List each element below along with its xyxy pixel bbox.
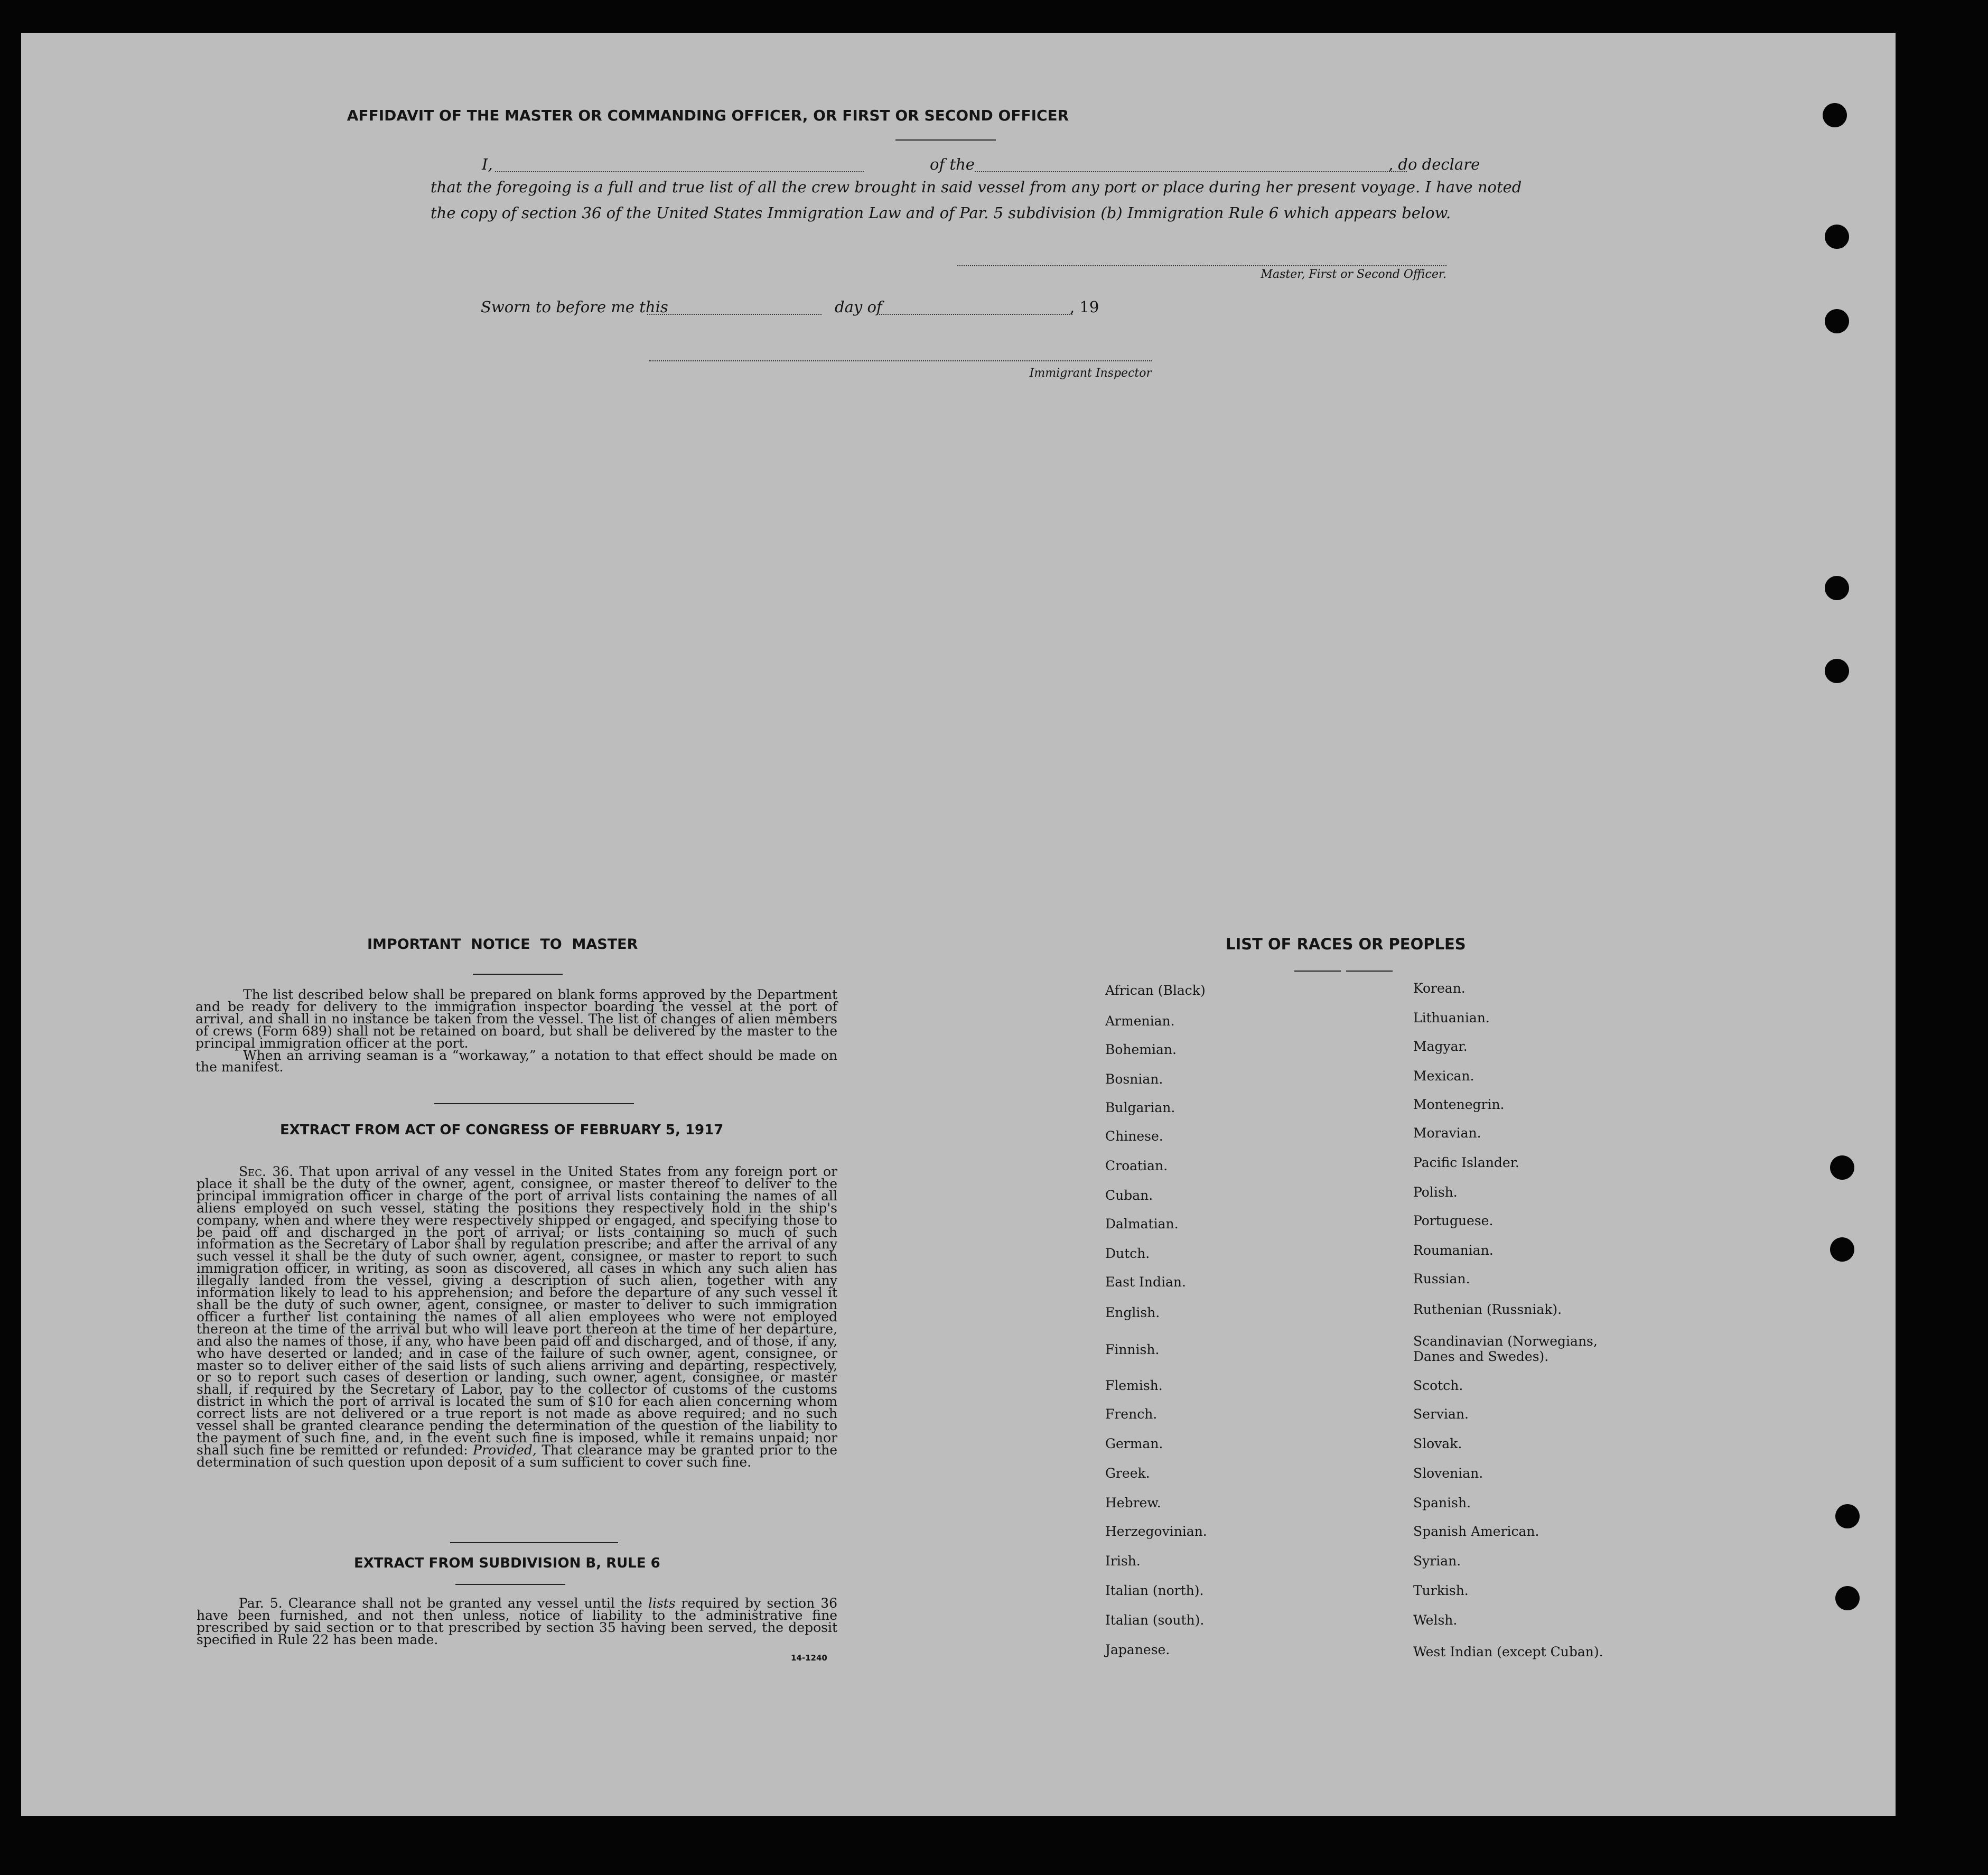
race-item: Moravian. xyxy=(1413,1125,1481,1141)
extract-act-text xyxy=(197,1166,837,1469)
notice-rule xyxy=(473,974,563,975)
race-item: Mexican. xyxy=(1413,1068,1474,1084)
race-item: Korean. xyxy=(1413,981,1466,996)
race-item: Welsh. xyxy=(1413,1612,1458,1628)
race-item: Lithuanian. xyxy=(1413,1010,1490,1025)
race-item: Chinese. xyxy=(1105,1128,1163,1144)
master-signature-label: Master, First or Second Officer. xyxy=(1261,268,1446,281)
affidavit-title: AFFIDAVIT OF THE MASTER OR COMMANDING OFFICER, OR FIRST OR SECOND OFFICER xyxy=(347,107,1069,124)
sworn-day-field[interactable] xyxy=(647,314,822,315)
binder-hole xyxy=(1825,576,1849,600)
binder-hole xyxy=(1825,309,1849,333)
race-item: Spanish. xyxy=(1413,1495,1471,1510)
race-item: Turkish. xyxy=(1413,1583,1469,1598)
race-item: Portuguese. xyxy=(1413,1213,1494,1228)
form-page xyxy=(21,33,1896,1816)
race-item: Irish. xyxy=(1105,1553,1141,1569)
sworn-start: Sworn to before me this xyxy=(481,298,668,316)
provided-word: Provided, xyxy=(473,1442,537,1458)
affidavit-line1-end: , do declare xyxy=(1388,155,1480,173)
binder-hole xyxy=(1830,1237,1854,1262)
race-item: Magyar. xyxy=(1413,1039,1468,1054)
race-item: Slovenian. xyxy=(1413,1466,1483,1481)
race-item: Ruthenian (Russniak). xyxy=(1413,1302,1562,1317)
race-item: Dutch. xyxy=(1105,1246,1150,1261)
affidavit-line2: that the foregoing is a full and true list of all the crew brought in said vessel from any port or place during her present voyage. I have noted xyxy=(431,178,1522,196)
master-name-field[interactable] xyxy=(495,171,864,172)
race-item: Spanish American. xyxy=(1413,1524,1539,1539)
divider xyxy=(434,1103,634,1104)
race-item: Slovak. xyxy=(1413,1436,1462,1451)
affidavit-line1-mid: of the xyxy=(930,155,975,173)
sworn-day-of: day of xyxy=(835,298,882,316)
extract-act-body-a: 36. That upon arrival of any vessel in the United States from any foreign port or place it shall be the duty of the owner, agent, consignee, or master thereof to deliver to the principal immigration officer in charge of the port of arrival lists containing the names of all aliens employed on such vessel, stating the positions they respectively hold in the ship's company, when and where they were respectively shipped or engaged, and specifying those to be paid off and discharged in the port of arrival; or lists containing so much of such information as the Secretary of Labor shall by regulation prescribe; and after the arrival of any such vessel it shall be the duty of such owner, agent, consignee, or master to report to such immigration officer, in writing, as soon as discovered, all cases in which any such alien has illegally landed from the vessel, giving a description of such alien, together with any information likely to lead to his apprehension; and before the departure of any such vessel it shall be the duty of such owner, agent, consignee, or master to deliver to such immigration officer a further list containing the names of all alien employees who were not employed thereon at the time of the arrival but who will leave port thereon at the time of her departure, and also the names of those, if any, who have been paid off and discharged, and of those, if any, who have deserted or landed; and in case of the failure of such owner, agent, consignee, or master so to deliver either of the said lists of such aliens arriving and departing, respectively, or so to report such cases of desertion or landing, such owner, agent, consignee, or master shall, if required by the Secretary of Labor, pay to the collector of customs of the customs district in which the port of arrival is located the sum of $10 for each alien concerning whom correct lists are not delivered or a true report is not made as above required; and no such vessel shall be granted clearance pending the determination of the question of the liability to the payment of such fine, and, in the event such fine is imposed, while it remains unpaid; nor shall such fine be remitted or refunded: xyxy=(197,1164,837,1458)
races-title-underline xyxy=(1346,971,1393,972)
affidavit-line3: the copy of section 36 of the United States Immigration Law and of Par. 5 subdivision (b) Immigration Rule 6 which appears below. xyxy=(431,204,1451,222)
race-item: Scotch. xyxy=(1413,1378,1463,1393)
affidavit-line1-start: I, xyxy=(482,155,493,173)
inspector-signature-field[interactable] xyxy=(649,360,1152,361)
race-item: Scandinavian (Norwegians, Danes and Swedes). xyxy=(1413,1333,1598,1364)
notice-text xyxy=(195,989,837,1074)
races-title: LIST OF RACES OR PEOPLES xyxy=(1226,935,1466,953)
extract-rule-body-a: Par. 5. Clearance shall not be granted any vessel until the xyxy=(239,1596,648,1611)
extract-act-body-b: That clearance may be granted prior to the determination of such question upon deposit of a sum sufficient to cover such fine. xyxy=(197,1442,837,1470)
extract-act-title: EXTRACT FROM ACT OF CONGRESS OF FEBRUARY 5, 1917 xyxy=(280,1122,724,1138)
race-item: Hebrew. xyxy=(1105,1495,1161,1510)
sec-label: Sec. xyxy=(239,1164,266,1179)
sworn-year: , 19 xyxy=(1070,298,1099,316)
binder-hole xyxy=(1823,103,1847,127)
race-item: Dalmatian. xyxy=(1105,1216,1179,1232)
form-number: 14-1240 xyxy=(791,1653,827,1663)
vessel-name-field[interactable] xyxy=(975,171,1407,172)
race-item: Greek. xyxy=(1105,1466,1150,1481)
race-item: Bulgarian. xyxy=(1105,1100,1175,1115)
race-item: Roumanian. xyxy=(1413,1243,1494,1258)
binder-hole xyxy=(1830,1155,1854,1180)
race-item: Cuban. xyxy=(1105,1188,1153,1203)
race-item: Montenegrin. xyxy=(1413,1097,1505,1112)
race-item: Syrian. xyxy=(1413,1553,1461,1569)
race-item: Armenian. xyxy=(1105,1013,1175,1029)
notice-para-2: When an arriving seaman is a “workaway,” a notation to that effect should be made on the manifest. xyxy=(195,1047,837,1075)
race-item: German. xyxy=(1105,1436,1163,1451)
divider xyxy=(450,1542,618,1543)
race-item: Japanese. xyxy=(1105,1642,1170,1657)
race-item: Croatian. xyxy=(1105,1158,1168,1173)
race-item: Italian (south). xyxy=(1105,1612,1205,1628)
race-item: Pacific Islander. xyxy=(1413,1155,1519,1170)
race-item: Russian. xyxy=(1413,1271,1470,1286)
binder-hole xyxy=(1835,1504,1860,1528)
master-signature-field[interactable] xyxy=(957,265,1446,266)
extract-rule-text xyxy=(197,1598,837,1646)
race-item: French. xyxy=(1105,1406,1158,1422)
race-item: Polish. xyxy=(1413,1184,1458,1200)
races-title-underline xyxy=(1294,971,1341,972)
race-item: English. xyxy=(1105,1305,1160,1320)
race-item: Finnish. xyxy=(1105,1342,1160,1357)
race-item: West Indian (except Cuban). xyxy=(1413,1644,1603,1659)
rule-title-underline xyxy=(455,1584,565,1585)
race-item: African (Black) xyxy=(1105,983,1206,998)
race-item: Servian. xyxy=(1413,1406,1469,1422)
race-item: Bosnian. xyxy=(1105,1071,1163,1087)
race-item: East Indian. xyxy=(1105,1274,1186,1290)
title-rule xyxy=(895,139,996,141)
race-item: Flemish. xyxy=(1105,1378,1163,1393)
lists-word: lists xyxy=(648,1596,676,1611)
notice-title: IMPORTANT NOTICE TO MASTER xyxy=(367,936,638,953)
race-item: Bohemian. xyxy=(1105,1042,1177,1057)
extract-rule-title: EXTRACT FROM SUBDIVISION B, RULE 6 xyxy=(354,1555,660,1571)
binder-hole xyxy=(1825,659,1849,683)
inspector-label: Immigrant Inspector xyxy=(1029,367,1152,380)
binder-hole xyxy=(1835,1586,1860,1610)
notice-para-1: The list described below shall be prepared on blank forms approved by the Department and be ready for delivery to the immigration inspector boarding the vessel at the port of arrival, and shall in no instance be taken from the vessel. The list of changes of alien members of crews (Form 689) shall not be retained on board, but shall be delivered by the master to the principal immigration officer at the port. xyxy=(195,987,837,1051)
race-item: Herzegovinian. xyxy=(1105,1524,1207,1539)
sworn-month-field[interactable] xyxy=(877,314,1072,315)
binder-hole xyxy=(1825,225,1849,249)
race-item: Italian (north). xyxy=(1105,1583,1204,1598)
extract-rule-body-b: required by section 36 have been furnished, and not then unless, notice of liability to the administrative fine prescribed by said section or to that prescribed by section 35 having been served, the deposit specified in Rule 22 has been made. xyxy=(197,1596,838,1647)
